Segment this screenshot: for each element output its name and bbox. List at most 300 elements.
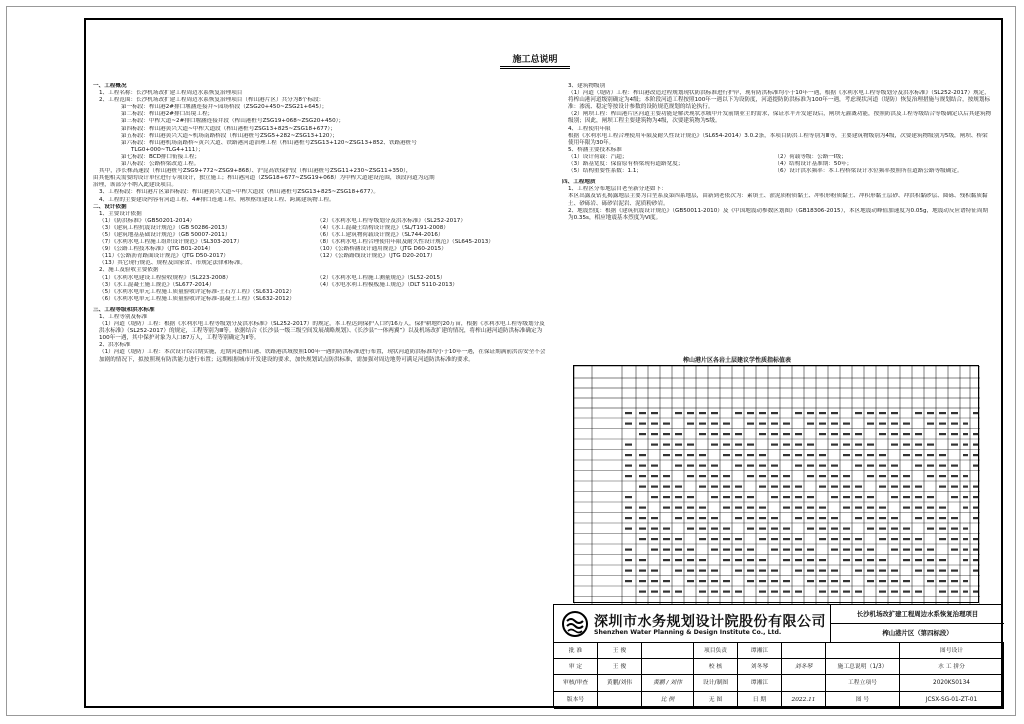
table-cell-value: [915, 591, 922, 593]
title-block-cell: 图号设计: [900, 643, 1004, 659]
table-cell-value: [831, 475, 838, 477]
table-cell-value: [687, 496, 694, 498]
table-cell-value: [783, 507, 790, 509]
table-cell-value: [663, 528, 670, 530]
table-cell-value: [939, 486, 946, 488]
spec-pair: [93, 253, 547, 260]
table-cell-value: [639, 507, 646, 509]
table-cell-value: [675, 444, 682, 446]
spec-item: （2）《水利水电工程施工测量规范》（SL52-2015）: [316, 274, 446, 281]
title-block-cell: 水 工 拼分: [900, 659, 1004, 675]
text-line: （6）《水利水电单元工程施工质量验收评定标准-混凝土工程》（SL632-2012）: [99, 295, 295, 302]
table-cell-value: [963, 496, 968, 498]
table-cell-value: [771, 412, 778, 414]
table-cell-value: [951, 486, 958, 488]
text-line: 第六标段：榨山港机场南路桥~黄兴大道、铁路港河道治理工程（榨山港桩号ZSG13+120~ZSG13+852、铁路港桩号: [121, 139, 417, 146]
table-cell-value: [819, 538, 826, 540]
table-cell-value: [903, 507, 910, 509]
table-cell-value: [879, 517, 886, 519]
table-cell-value: [891, 591, 898, 593]
table-cell-value: [903, 475, 910, 477]
table-cell-value: [903, 549, 910, 551]
spec-item: （6）《水工建筑物荷载设计规范》（SL744-2016）: [316, 231, 444, 238]
table-cell-value: [855, 507, 862, 509]
text-line: 1、工程名称：长沙机场改扩建工程周边水系恢复治理项目: [99, 90, 243, 97]
table-cell-value: [723, 423, 730, 425]
table-cell-value: [735, 591, 742, 593]
table-cell-value: [867, 507, 874, 509]
table-cell-value: [963, 433, 968, 435]
table-cell-value: [687, 559, 694, 561]
table-cell-value: [771, 465, 778, 467]
table-cell-value: [795, 507, 802, 509]
table-cell-value: [699, 433, 706, 435]
table-cell-value: [807, 528, 814, 530]
table-cell-value: [927, 570, 934, 572]
table-cell-value: [831, 433, 838, 435]
table-cell-value: [663, 507, 670, 509]
table-cell-value: [891, 517, 898, 519]
table-cell-value: [891, 528, 898, 530]
table-cell-value: [651, 475, 658, 477]
table-cell-value: [879, 580, 886, 582]
title-block-cell: [642, 643, 694, 659]
title-block: [553, 604, 1003, 708]
table-cell-value: [879, 528, 886, 530]
text-line: 2、施工及验收主要依据: [99, 267, 159, 274]
table-cell-value: [843, 444, 850, 446]
table-cell-value: [687, 475, 694, 477]
table-cell-value: [771, 570, 778, 572]
spec-item: （1）设计荷载：汽超；: [568, 153, 628, 160]
text-line: 第四标段：榨山港黄兴大道~中榨大道段（榨山港桩号ZSG13+825~ZSG18+677）；: [121, 125, 336, 132]
table-cell-value: [687, 528, 694, 530]
table-cell-value: [723, 528, 730, 530]
table-cell-value: [807, 570, 814, 572]
text-line: 第七标段：BCD排口衔接工程；: [121, 153, 201, 160]
table-cell-value: [903, 559, 910, 561]
table-cell-value: [855, 412, 862, 414]
left-text-column: [93, 83, 547, 364]
table-cell-value: [675, 538, 682, 540]
table-cell-value: [639, 580, 646, 582]
title-block-cell: [782, 675, 826, 692]
spec-item: （8）《水利水电工程合理使用年限及耐久性设计规范》（SL645-2013）: [316, 239, 494, 246]
table-cell-value: [927, 549, 934, 551]
table-cell-value: [759, 517, 766, 519]
spec-item: （5）结构重要性系数：1.1；: [568, 168, 642, 175]
table-cell-value: [747, 475, 754, 477]
table-cell-value: [915, 538, 922, 540]
table-cell-value: [927, 517, 934, 519]
table-cell-value: [759, 591, 766, 593]
title-block-cell: 黄鹏 / 刘伟: [642, 675, 694, 692]
table-cell-value: [939, 570, 946, 572]
table-cell-value: [795, 559, 802, 561]
table-cell-value: [711, 412, 718, 414]
spec-pair: [93, 225, 547, 232]
table-cell-value: [963, 549, 968, 551]
table-cell-value: [867, 517, 874, 519]
table-cell-value: [939, 433, 946, 435]
table-cell-value: [855, 591, 862, 593]
table-cell-value: [625, 496, 632, 498]
table-cell-value: [951, 591, 958, 593]
table-cell-value: [867, 496, 874, 498]
table-cell-value: [855, 454, 862, 456]
table-cell-value: [747, 412, 754, 414]
text-line: 4、工程的主要建设内容有河道工程、4#排口连通工程、闸坝枢纽建设工程、跨属建筑物工程。: [99, 196, 335, 203]
table-cell-value: [711, 433, 718, 435]
table-cell-value: [843, 475, 850, 477]
table-cell-value: [831, 591, 838, 593]
table-cell-value: [747, 444, 754, 446]
table-cell-value: [891, 412, 898, 414]
table-cell-value: [759, 412, 766, 414]
spec-pair: [93, 282, 547, 289]
table-cell-value: [973, 591, 978, 593]
table-cell-value: [783, 496, 790, 498]
subproject-name: 榨山港片区（第四标段）: [831, 624, 1004, 643]
table-cell-value: [819, 507, 826, 509]
text-line: 2、洪水标准: [99, 342, 131, 349]
text-line: 第三标段：中榨大道~2#排口堰涵连接井段（榨山港桩号ZSG19+068~ZSG20+450）；: [121, 118, 345, 125]
table-cell-value: [663, 559, 670, 561]
table-cell-value: [711, 591, 718, 593]
title-block-cell: 校 核: [694, 659, 738, 675]
table-cell-value: [651, 591, 658, 593]
table-cell-value: [903, 486, 910, 488]
text-line: 第五标段：榨山港黄兴大道~机场南路桥段（榨山港桩号ZSG5+282~ZSG13+120）；: [121, 132, 338, 139]
table-cell-value: [915, 444, 922, 446]
table-cell-value: [639, 486, 646, 488]
table-cell-value: [625, 507, 632, 509]
table-cell-value: [855, 444, 862, 446]
table-cell-value: [711, 517, 718, 519]
table-cell-value: [973, 444, 978, 446]
table-cell-value: [807, 465, 814, 467]
table-cell-value: [687, 465, 694, 467]
table-cell-value: [783, 454, 790, 456]
table-cell-value: [843, 549, 850, 551]
table-cell-value: [759, 580, 766, 582]
title-block-cell: 图 号: [826, 692, 900, 709]
table-cell-value: [771, 444, 778, 446]
table-cell-value: [831, 465, 838, 467]
table-cell-value: [807, 580, 814, 582]
text-line: 2、工程范围：长沙机场改扩建工程周边水系恢复治理项目（榨山港片区）共分为8个标段：: [99, 97, 325, 104]
table-cell-value: [951, 580, 958, 582]
table-cell-value: [973, 465, 978, 467]
table-cell-value: [915, 454, 922, 456]
table-cell-value: [771, 486, 778, 488]
table-cell-value: [783, 433, 790, 435]
table-cell-value: [927, 412, 934, 414]
section-heading: 二、设计依据: [93, 203, 127, 210]
table-cell-value: [951, 475, 958, 477]
table-cell-value: [651, 570, 658, 572]
table-cell-value: [675, 496, 682, 498]
table-cell-value: [651, 433, 658, 435]
table-cell-value: [759, 570, 766, 572]
table-cell-value: [675, 465, 682, 467]
table-cell-value: [747, 559, 754, 561]
table-cell-value: [915, 465, 922, 467]
table-cell-value: [951, 423, 958, 425]
table-cell-value: [807, 559, 814, 561]
table-cell-value: [831, 580, 838, 582]
spec-item: （4）结构设计基准期：50年；: [774, 161, 853, 168]
table-cell-value: [795, 454, 802, 456]
title-block-cell: 审 定: [554, 659, 598, 675]
text-line: 1、工程区分布地层自老至新分述如下：: [568, 186, 667, 193]
title-block-cell: 批 准: [554, 643, 598, 659]
table-cell-value: [879, 486, 886, 488]
table-cell-value: [783, 591, 790, 593]
spec-item: （1）《水利水电建设工程验收规程》（SL223-2008）: [99, 274, 232, 281]
table-cell-value: [831, 412, 838, 414]
table-cell-value: [927, 444, 934, 446]
table-cell-value: [723, 454, 730, 456]
table-cell-value: [711, 475, 718, 477]
table-cell-value: [807, 507, 814, 509]
spec-item: （4）《水工混凝土结构设计规范》（SL/T191-2008）: [316, 224, 449, 231]
table-cell-value: [747, 423, 754, 425]
table-cell-value: [639, 559, 646, 561]
table-cell-value: [663, 454, 670, 456]
table-cell-value: [711, 528, 718, 530]
table-cell-value: [675, 486, 682, 488]
table-cell-value: [625, 412, 632, 414]
table-cell-value: [819, 528, 826, 530]
table-cell-value: [699, 412, 706, 414]
text-line: （13）其它现行规范、规程及国家省、市规定法律和标准。: [99, 260, 246, 267]
table-cell-value: [651, 465, 658, 467]
text-line: 第二标段：榨山港2#排口出境工程；: [121, 111, 214, 118]
table-cell-value: [663, 549, 670, 551]
table-cell-value: [807, 423, 814, 425]
table-cell-value: [867, 412, 874, 414]
table-cell-value: [891, 570, 898, 572]
table-cell-value: [759, 475, 766, 477]
table-cell-value: [687, 454, 694, 456]
right-text-column: [562, 83, 992, 222]
table-cell-value: [951, 444, 958, 446]
table-cell-value: [939, 454, 946, 456]
text-line: 第八标段：公路桥梁改造工程。: [121, 161, 200, 168]
soil-table-grid: [574, 366, 980, 604]
table-cell-value: [927, 475, 934, 477]
table-cell-value: [747, 496, 754, 498]
table-cell-value: [963, 580, 968, 582]
table-cell-value: [915, 507, 922, 509]
table-cell-value: [795, 496, 802, 498]
title-block-cell: 日 期: [738, 692, 782, 709]
table-cell-value: [625, 580, 632, 582]
table-cell-value: [699, 570, 706, 572]
table-cell-value: [855, 433, 862, 435]
text-line: （5）《水利水电单元工程施工质量验收评定标准-土石方工程》（SL631-2012）: [99, 288, 295, 295]
spec-pair: [562, 161, 992, 168]
table-cell-value: [687, 507, 694, 509]
table-cell-value: [807, 454, 814, 456]
table-cell-value: [795, 433, 802, 435]
table-cell-value: [699, 528, 706, 530]
table-cell-value: [795, 517, 802, 519]
table-cell-value: [735, 433, 742, 435]
table-cell-value: [735, 412, 742, 414]
spec-pair: [93, 232, 547, 239]
table-cell-value: [963, 559, 968, 561]
table-cell-value: [973, 496, 978, 498]
text-line: 3、建筑物级别: [568, 83, 606, 89]
table-cell-value: [651, 528, 658, 530]
table-cell-value: [651, 517, 658, 519]
table-cell-value: [819, 412, 826, 414]
table-cell-value: [735, 496, 742, 498]
table-cell-value: [735, 559, 742, 561]
table-cell-value: [711, 549, 718, 551]
table-cell-value: [915, 570, 922, 572]
table-cell-value: [903, 454, 910, 456]
table-cell-value: [675, 559, 682, 561]
title-block-cell: 谭湘江: [738, 643, 782, 659]
table-cell-value: [939, 465, 946, 467]
table-cell-value: [843, 454, 850, 456]
table-cell-value: [675, 549, 682, 551]
table-cell-value: [867, 549, 874, 551]
title-block-cell: 王 俊: [598, 659, 642, 675]
spec-item: （3）路基宽度：保留原有桥梁现有道路宽度；: [568, 161, 684, 168]
table-cell-value: [951, 570, 958, 572]
table-cell-value: [963, 423, 968, 425]
table-cell-value: [867, 444, 874, 446]
table-cell-value: [819, 423, 826, 425]
table-cell-value: [699, 538, 706, 540]
table-cell-value: [963, 475, 968, 477]
table-cell-value: [747, 580, 754, 582]
table-cell-value: [639, 528, 646, 530]
table-cell-value: [807, 475, 814, 477]
text-line: 本区出露及钻孔揭露地层主要为白垩系及第四系地层，由新到老依次为：素填土、淤泥质粉质黏土、冲积形粉质黏土、冲积形黏土层砂、冲洪积黏砂层、圆砾、残积黏质黏土、砂砾岩、砾砂岩泥岩、泥质粉砂岩。: [568, 193, 988, 207]
text-line: （1）河道（堤防）工程：榨山港改造过程规划现状防洪标准进行护岸，现有防洪标准均小于10年一遇，根据《水利水电工程等级划分及洪水标准》（SL252-2017）规定，将榨山港河道级别确定为4级；本阶段河道工程按照100年一遇以下为设防度，河道提防防洪标准为100年一遇，考虑现状河道（堤防）恢复治理措施与规划结合，按规划标准：渗流、稳定等按设计参数的设防规范规划的结论执行。: [568, 90, 991, 111]
table-cell-value: [867, 559, 874, 561]
table-cell-value: [711, 570, 718, 572]
table-cell-value: [973, 486, 978, 488]
table-cell-value: [939, 591, 946, 593]
table-cell-value: [891, 465, 898, 467]
table-cell-value: [687, 423, 694, 425]
table-cell-value: [843, 507, 850, 509]
text-line: 2、地震烈度：根据《建筑抗震设计规范》（GB50011-2010）及《中国地震动参数区划图》（GB18306-2015），本区地震动峰值加速度为0.05g，地震动反应谱特征周期为0.35s，相应地震基本烈度为Ⅵ度。: [568, 207, 989, 221]
table-cell-value: [783, 423, 790, 425]
table-cell-value: [891, 423, 898, 425]
table-cell-value: [651, 412, 658, 414]
title-block-cell: 刘冬琴: [782, 659, 826, 675]
table-cell-value: [675, 517, 682, 519]
table-cell-value: [939, 538, 946, 540]
table-cell-value: [771, 549, 778, 551]
text-line: （1）河道（堤防）工程：根据《水利水电工程等级划分及洪水标准》（SL252-2017）的规定，本工程达到保护人口约16万人，保护耕地约20万亩，根据《水利水电工程等级划分及洪水标准》（SL252-2017）的规定，工程等别为Ⅲ等。依据结合《长沙县一级三级空间发展战略规划》、《长沙县“一体两翼”》以及机场改扩建的情况，将榨山港河道防洪标准确定为100年一遇，其中保护对象为人口87万人，工程等别确定为Ⅱ等。: [99, 321, 545, 342]
table-cell-value: [903, 538, 910, 540]
table-cell-value: [891, 486, 898, 488]
table-cell-value: [843, 496, 850, 498]
table-cell-value: [939, 559, 946, 561]
table-cell-value: [735, 444, 742, 446]
table-cell-value: [879, 433, 886, 435]
table-cell-value: [723, 559, 730, 561]
table-cell-value: [951, 549, 958, 551]
table-cell-value: [843, 433, 850, 435]
company-name-cn: 深圳市水务规划设计院股份有限公司: [594, 614, 826, 630]
spec-item: （11）《公路沥青路面设计规范》（JTG D50-2017）: [99, 253, 229, 260]
table-cell-value: [807, 412, 814, 414]
table-cell-value: [651, 538, 658, 540]
table-cell-value: [783, 538, 790, 540]
title-block-cell: 刘冬琴: [738, 659, 782, 675]
table-cell-value: [723, 475, 730, 477]
table-cell-value: [783, 580, 790, 582]
table-cell-value: [723, 580, 730, 582]
spec-item: （2）《水利水电工程等级划分及洪水标准》（SL252-2017）: [316, 217, 466, 224]
table-cell-value: [891, 538, 898, 540]
text-line: 治理，该部分不纳入此建设项目。: [93, 182, 177, 189]
table-cell-value: [927, 528, 934, 530]
table-cell-value: [951, 538, 958, 540]
table-cell-value: [903, 591, 910, 593]
table-cell-value: [973, 570, 978, 572]
table-cell-value: [747, 528, 754, 530]
spec-item: （6）设计洪水频率：本工程桥梁设计水位频率按照所在道路公路等级确定。: [774, 168, 963, 175]
table-cell-value: [625, 528, 632, 530]
table-cell-value: [759, 507, 766, 509]
table-cell-value: [879, 507, 886, 509]
table-cell-value: [951, 465, 958, 467]
table-cell-value: [867, 580, 874, 582]
table-cell-value: [663, 591, 670, 593]
company-logo-area: [554, 605, 831, 643]
table-cell-value: [951, 412, 958, 414]
spec-item: （10）《公路桥涵设计通用规范》（JTG D60-2015）: [316, 246, 447, 253]
table-cell-value: [855, 570, 862, 572]
table-cell-value: [807, 517, 814, 519]
spec-item: （3）《建筑工程抗震设计规范》（GB 50286-2013）: [99, 224, 231, 231]
table-cell-value: [973, 538, 978, 540]
table-cell-value: [771, 591, 778, 593]
table-cell-value: [747, 454, 754, 456]
table-cell-value: [927, 496, 934, 498]
title-block-cell: 王 俊: [598, 643, 642, 659]
table-cell-value: [639, 570, 646, 572]
table-cell-value: [771, 475, 778, 477]
table-cell-value: [963, 507, 968, 509]
table-cell-value: [819, 465, 826, 467]
table-cell-value: [783, 549, 790, 551]
table-cell-value: [855, 486, 862, 488]
spec-item: （2）荷载等级：公路一Ⅰ级；: [774, 153, 847, 160]
table-cell-value: [939, 517, 946, 519]
table-cell-value: [625, 465, 632, 467]
table-cell-value: [927, 580, 934, 582]
table-cell-value: [843, 423, 850, 425]
table-cell-value: [747, 465, 754, 467]
table-cell-value: [831, 528, 838, 530]
text-line: 5、桥涵主要技术标准: [568, 146, 622, 153]
company-name-en: Shenzhen Water Planning & Design Institute Co., Ltd.: [594, 629, 782, 636]
soil-table-caption: 榨山港片区各岩土层建议学性质指标值表: [683, 357, 792, 364]
table-cell-value: [639, 475, 646, 477]
table-cell-value: [879, 591, 886, 593]
